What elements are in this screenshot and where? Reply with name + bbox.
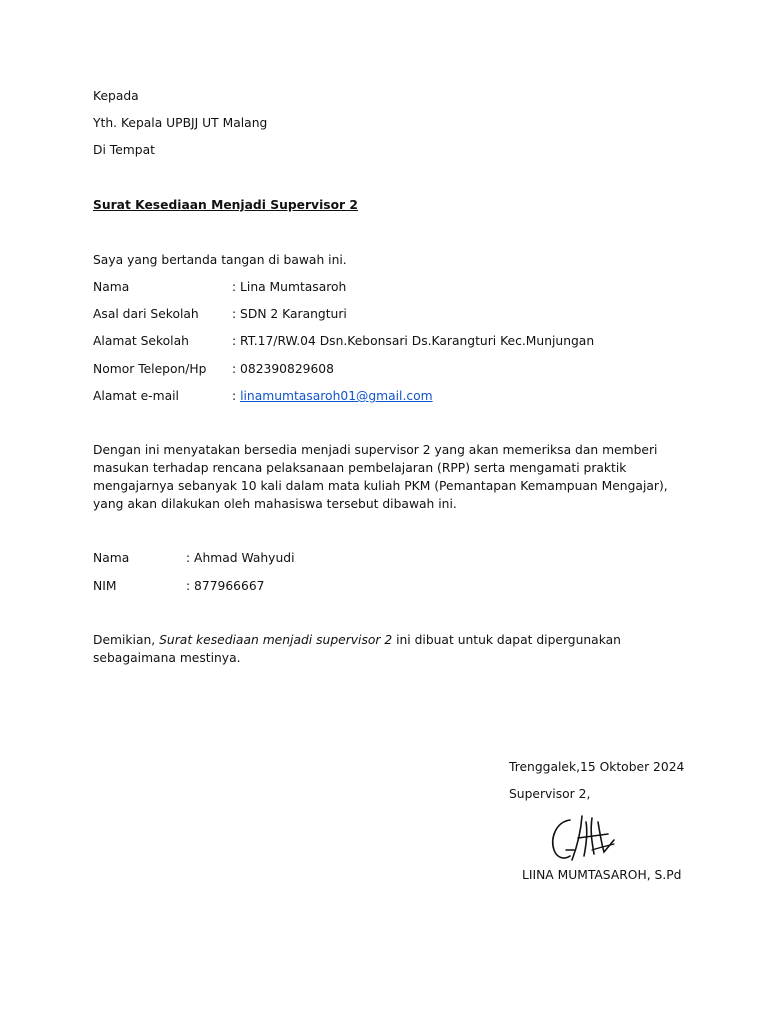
field-value-email bbox=[232, 388, 433, 404]
signature-role: Supervisor 2, bbox=[509, 787, 591, 801]
closing-prefix: Demikian, bbox=[93, 633, 160, 647]
address-to: Kepada bbox=[93, 89, 139, 103]
address-place: Di Tempat bbox=[93, 143, 155, 157]
email-link[interactable]: linamumtasaroh01@gmail.com bbox=[240, 389, 433, 403]
student-label-nama: Nama bbox=[93, 551, 130, 565]
email-prefix: : bbox=[232, 389, 241, 403]
letter-title: Surat Kesediaan Menjadi Supervisor 2 bbox=[93, 198, 358, 212]
place-date: Trenggalek,15 Oktober 2024 bbox=[509, 760, 685, 774]
handwritten-signature bbox=[548, 812, 628, 868]
student-value-nim: : 877966667 bbox=[186, 579, 265, 593]
intro-text: Saya yang bertanda tangan di bawah ini. bbox=[93, 253, 347, 267]
field-label-nama: Nama bbox=[93, 280, 130, 294]
field-value-alamat: : RT.17/RW.04 Dsn.Kebonsari Ds.Karangturi Kec.Munjungan bbox=[232, 334, 595, 348]
field-value-sekolah: : SDN 2 Karangturi bbox=[232, 307, 347, 321]
student-value-nama: : Ahmad Wahyudi bbox=[186, 551, 295, 565]
field-label-sekolah: Asal dari Sekolah bbox=[93, 307, 199, 321]
field-label-alamat: Alamat Sekolah bbox=[93, 334, 189, 348]
field-label-email: Alamat e-mail bbox=[93, 389, 179, 403]
signatory-name: LIINA MUMTASAROH, S.Pd bbox=[522, 868, 682, 882]
address-recipient: Yth. Kepala UPBJJ UT Malang bbox=[93, 116, 268, 130]
closing-suffix: ini dibuat untuk dapat dipergunakan sebagaimana mestinya. bbox=[93, 633, 621, 665]
statement-paragraph: Dengan ini menyatakan bersedia menjadi supervisor 2 yang akan memeriksa dan memberi masukan terhadap rencana pelaksanaan pembelajaran (RPP) serta mengamati praktik mengajarnya sebanyak 10 kali dalam mata kuliah PKM (Pemantapan Kemampuan Mengajar), yang akan dilakukan oleh mahasiswa tersebut dibawah ini. bbox=[93, 443, 668, 511]
field-value-nama: : Lina Mumtasaroh bbox=[232, 280, 347, 294]
field-label-telepon: Nomor Telepon/Hp bbox=[93, 362, 207, 376]
closing-italic: Surat kesediaan menjadi supervisor 2 bbox=[159, 633, 393, 647]
student-label-nim: NIM bbox=[93, 579, 117, 593]
field-value-telepon: : 082390829608 bbox=[232, 362, 334, 376]
closing-paragraph bbox=[93, 631, 693, 667]
